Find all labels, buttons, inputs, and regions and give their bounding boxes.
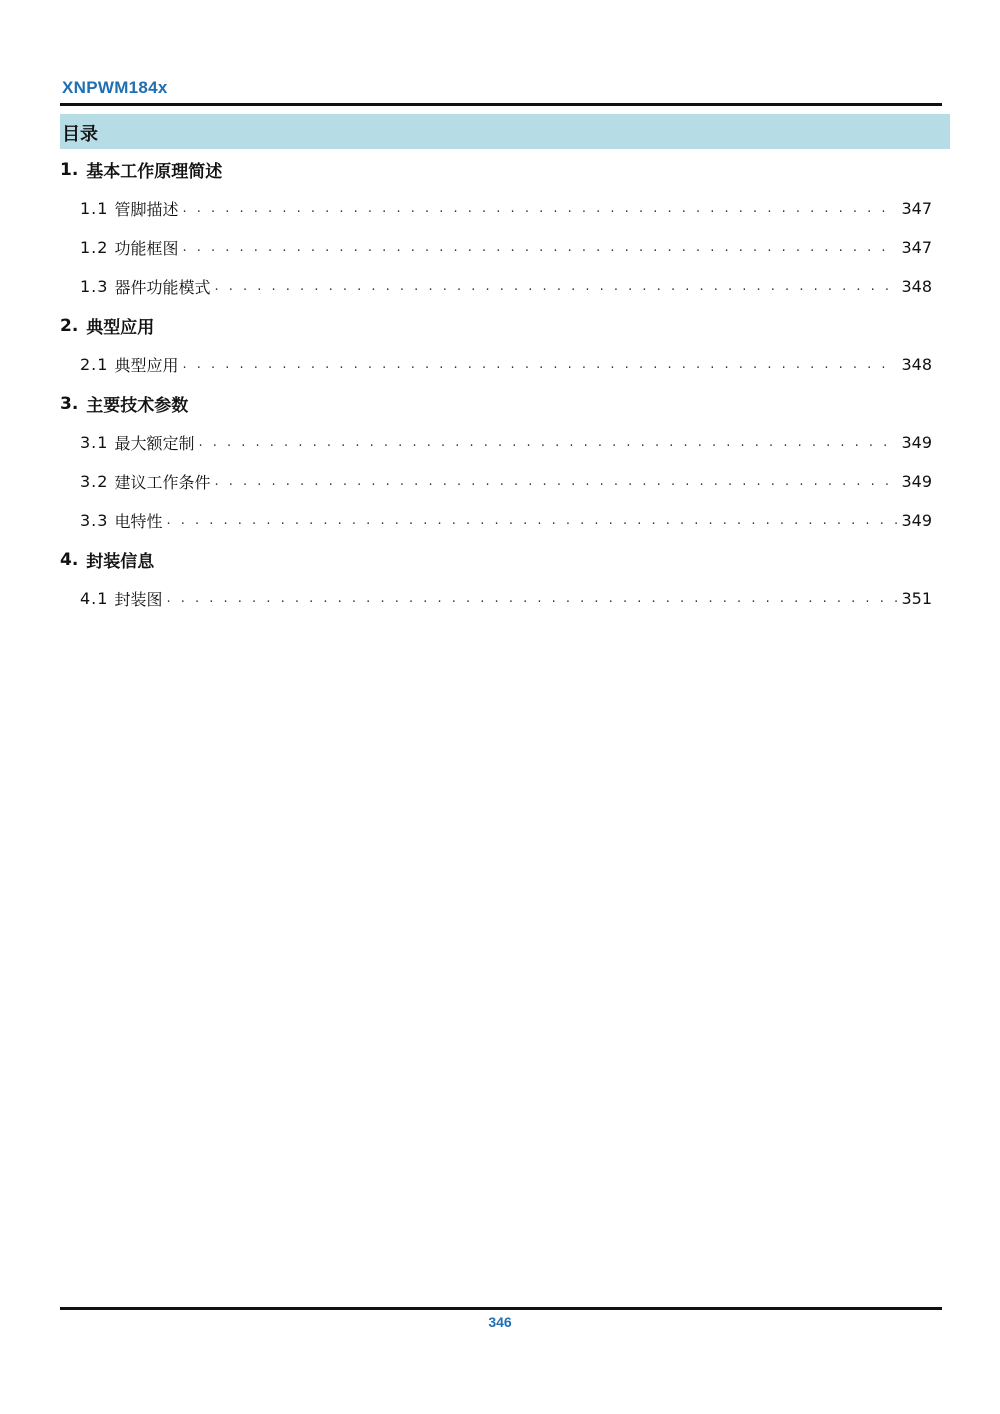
entry-page-number: 349 (901, 511, 932, 530)
section-number: 4. (60, 549, 79, 570)
entry-page-number: 347 (901, 199, 932, 218)
toc-heading-bar (60, 114, 950, 149)
toc-section-4[interactable] (60, 540, 932, 579)
entry-number: 2.1 (80, 355, 109, 374)
header-rule (60, 103, 942, 106)
dot-leader (182, 357, 897, 372)
dot-leader (166, 513, 897, 528)
entry-page-number: 351 (901, 589, 932, 608)
entry-title: 建议工作条件 (114, 473, 211, 492)
section-number: 2. (60, 315, 79, 336)
entry-number: 1.2 (80, 238, 109, 257)
entry-number: 1.1 (80, 199, 109, 218)
toc-entry-1-2[interactable] (60, 228, 932, 267)
entry-title: 最大额定制 (114, 434, 195, 453)
dot-leader (214, 279, 897, 294)
section-title: 基本工作原理简述 (86, 162, 223, 182)
section-number: 3. (60, 393, 79, 414)
entry-page-number: 349 (901, 433, 932, 452)
toc-entry-3-2[interactable] (60, 462, 932, 501)
entry-page-number: 347 (901, 238, 932, 257)
dot-leader (198, 435, 897, 450)
dot-leader (166, 591, 897, 606)
entry-title: 典型应用 (114, 356, 179, 375)
toc-entry-3-1[interactable] (60, 423, 932, 462)
toc-section-3[interactable] (60, 384, 932, 423)
toc-entry-1-3[interactable] (60, 267, 932, 306)
entry-number: 3.3 (80, 511, 109, 530)
entry-number: 4.1 (80, 589, 109, 608)
entry-title: 功能框图 (114, 239, 179, 258)
toc-entry-2-1[interactable] (60, 345, 932, 384)
toc-entry-1-1[interactable] (60, 189, 932, 228)
entry-title: 封装图 (114, 590, 163, 609)
section-title: 封装信息 (86, 552, 155, 572)
entry-number: 1.3 (80, 277, 109, 296)
footer-page-number: 346 (488, 1314, 512, 1330)
footer-rule (60, 1307, 942, 1310)
entry-title: 器件功能模式 (114, 278, 211, 297)
section-number: 1. (60, 159, 79, 180)
entry-page-number: 349 (901, 472, 932, 491)
page-header-title: XNPWM184x (62, 78, 168, 97)
toc-entry-3-3[interactable] (60, 501, 932, 540)
section-title: 主要技术参数 (86, 396, 189, 416)
table-of-contents (60, 150, 932, 618)
toc-heading: 目录 (62, 124, 98, 145)
section-title: 典型应用 (86, 318, 155, 338)
toc-entry-4-1[interactable] (60, 579, 932, 618)
entry-page-number: 348 (901, 355, 932, 374)
dot-leader (182, 240, 897, 255)
entry-title: 电特性 (114, 512, 163, 531)
entry-page-number: 348 (901, 277, 932, 296)
dot-leader (182, 201, 897, 216)
entry-number: 3.2 (80, 472, 109, 491)
toc-section-2[interactable] (60, 306, 932, 345)
entry-number: 3.1 (80, 433, 109, 452)
entry-title: 管脚描述 (114, 200, 179, 219)
toc-section-1[interactable] (60, 150, 932, 189)
dot-leader (214, 474, 897, 489)
